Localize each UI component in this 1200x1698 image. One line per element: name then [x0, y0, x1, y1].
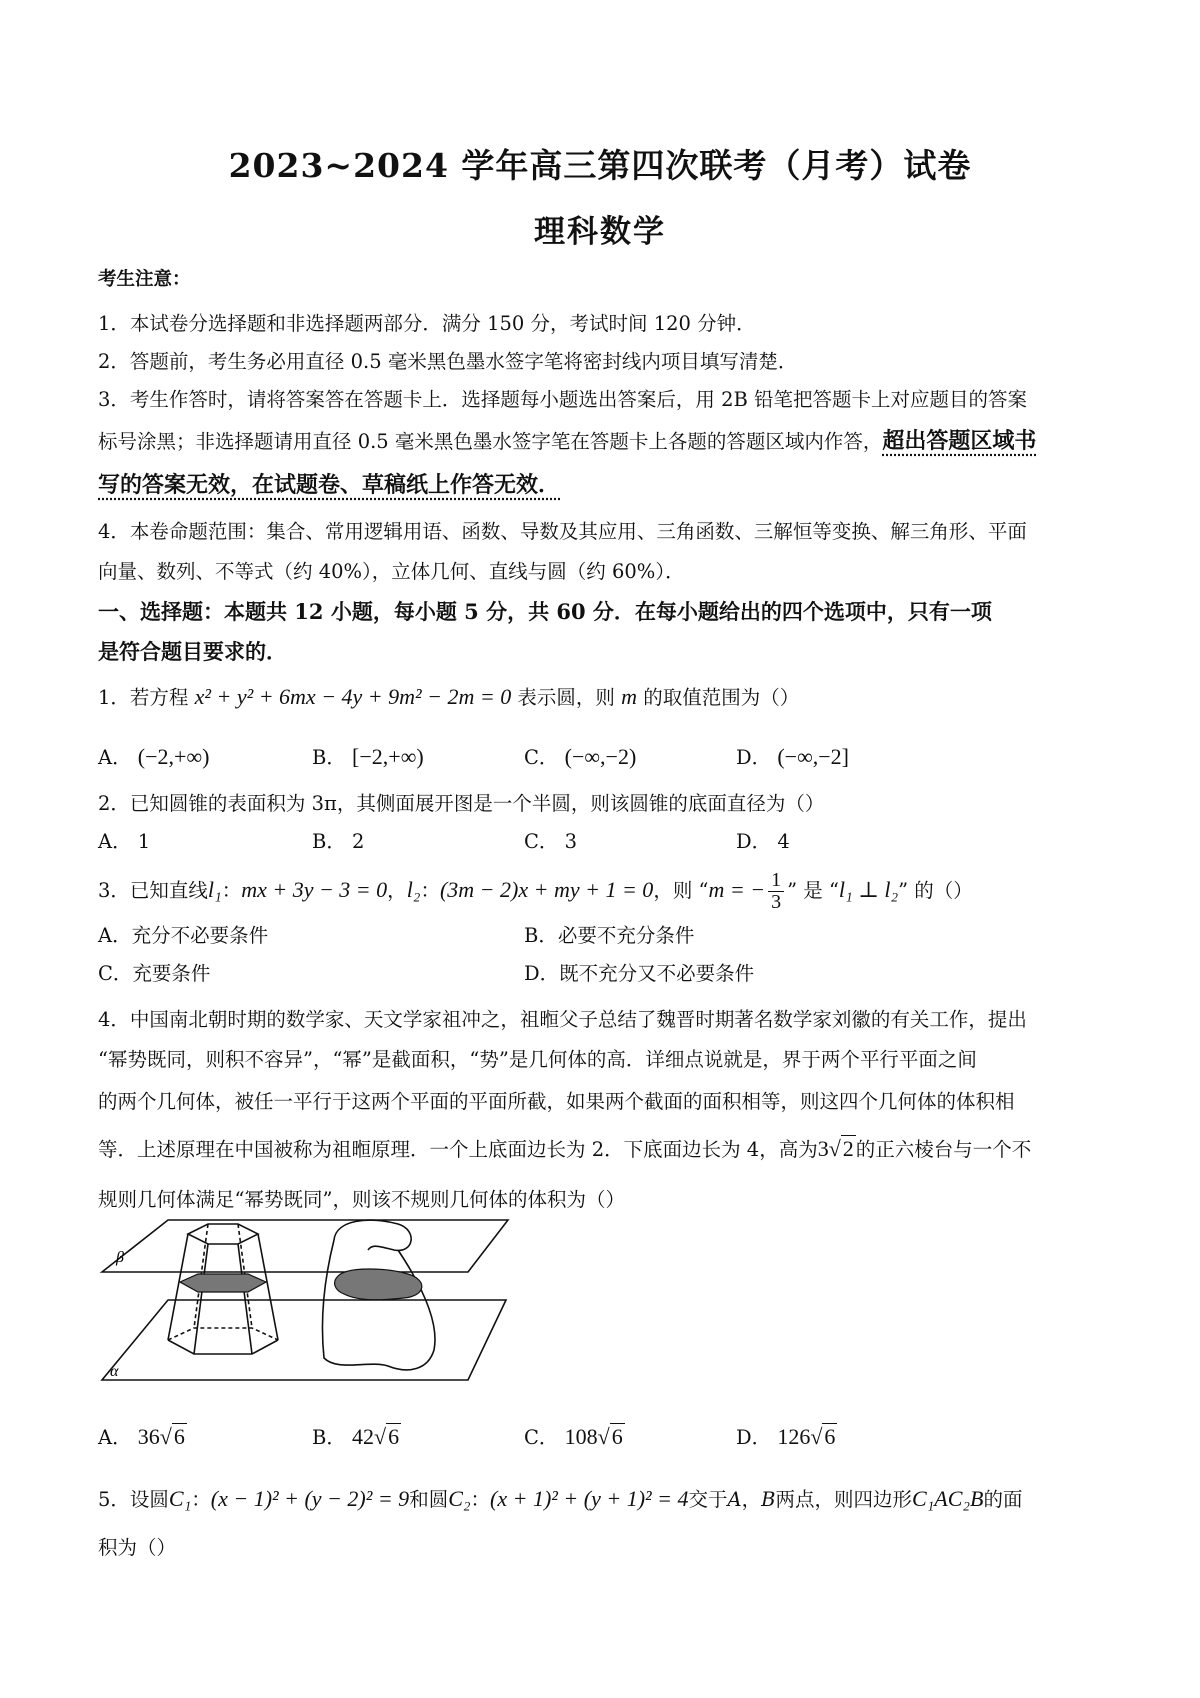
q4-option-a-coef: 36 [137, 1424, 160, 1449]
q5-equation-2: (x + 1)² + (y + 1)² = 4 [490, 1486, 689, 1511]
q3-is: ” 是 “ [787, 879, 839, 902]
q4-line-4-text-2: 的正六棱台与一个不 [855, 1138, 1032, 1161]
q4-option-a [98, 1422, 187, 1450]
q1-option-a-value: (−2,+∞) [137, 744, 210, 769]
q5-comma: ， [741, 1488, 762, 1511]
q5-and: 和圆 [409, 1488, 449, 1511]
section-1-heading-line-1: 一、选择题：本题共 12 小题，每小题 5 分，共 60 分．在每小题给出的四个选项中，只有一项 [98, 599, 992, 624]
q5-quadrilateral: C₁AC₂B [911, 1486, 984, 1511]
notice-item-3-line-1: 3．考生作答时，请将答案答在答题卡上．选择题每小题选出答案后，用 2B 铅笔把答题卡上对应题目的答案 [98, 388, 1028, 411]
q4-line-2: “幂势既同，则积不容异”，“幂”是截面积，“势”是几何体的高．详细点说就是，界于两个平行平面之间 [98, 1048, 977, 1071]
q1-option-b-label: B． [312, 746, 346, 769]
q2-option-c: C． 3 [524, 830, 578, 853]
q4-option-a-value: 36√6 [137, 1424, 185, 1449]
q1-option-d [736, 742, 849, 770]
q1-equation: x² + y² + 6mx − 4y + 9m² − 2m = 0 [194, 684, 512, 709]
q3-end: ” 的（） [898, 879, 973, 902]
plane-alpha-label: α [110, 1363, 119, 1380]
q3-comma: ， [387, 879, 407, 902]
q2-option-b: B． 2 [312, 830, 365, 853]
q4-line-4-text: 等．上述原理在中国被称为祖暅原理．一个上底面边长为 2．下底面边长为 4，高为 [98, 1138, 818, 1161]
q1-option-d-label: D． [736, 746, 772, 769]
q3-option-b: B．必要不充分条件 [524, 924, 695, 947]
q1-option-c [524, 742, 636, 770]
q5-prefix: 5．设圆 [98, 1488, 169, 1511]
q5-colon-2: ： [470, 1488, 491, 1511]
q3-equation-2: (3m − 2)x + my + 1 = 0 [439, 877, 654, 902]
q5-point-b: B [761, 1488, 776, 1511]
q4-option-c-value: 108√6 [564, 1424, 623, 1449]
q4-option-c-radicand: 6 [611, 1424, 623, 1449]
q5-colon-1: ： [191, 1488, 211, 1511]
notice-item-1: 1．本试卷分选择题和非选择题两部分．满分 150 分，考试时间 120 分钟． [98, 312, 756, 335]
q5-quad-text: 两点，则四边形 [775, 1488, 912, 1511]
q4-option-a-label: A． [98, 1426, 132, 1449]
q4-option-c-coef: 108 [564, 1424, 598, 1449]
q3-colon-2: ： [420, 879, 440, 902]
q4-option-b-radicand: 6 [388, 1424, 400, 1449]
q3-l1: l₁ [207, 877, 222, 902]
q4-option-d-label: D． [736, 1426, 772, 1449]
plane-beta-shape [102, 1220, 508, 1272]
q3-option-c: C．充要条件 [98, 962, 211, 985]
notice-item-3-text: 标号涂黑；非选择题请用直径 0.5 毫米黑色墨水签字笔在答题卡上各题的答题区域内作答， [98, 430, 883, 453]
plane-beta-label: β [116, 1249, 124, 1266]
q4-option-c [524, 1422, 625, 1450]
q4-height-coef: 3 [817, 1136, 829, 1161]
q4-option-d-radicand: 6 [824, 1424, 836, 1449]
notice-item-3-emphasis: 超出答题区域书 [882, 428, 1037, 454]
q1-option-d-value: (−∞,−2] [777, 744, 849, 769]
q3-fraction-numerator: 1 [768, 870, 784, 892]
q3-option-a: A．充分不必要条件 [98, 924, 269, 947]
q5-equation-1: (x − 1)² + (y − 2)² = 9 [210, 1486, 410, 1511]
q1-option-c-label: C． [524, 746, 559, 769]
notice-item-3-line-2 [98, 424, 1036, 455]
q5-c1: C₁ [168, 1486, 192, 1511]
frustum-section-shape [180, 1274, 266, 1292]
q3-equation-1: mx + 3y − 3 = 0 [241, 877, 388, 902]
notice-item-4-line-2: 向量、数列、不等式（约 40%），立体几何、直线与圆（约 60%）． [98, 560, 685, 583]
q1-suffix-2: 的取值范围为（） [643, 686, 800, 709]
q3-perpendicular: l₁ ⊥ l₂ [838, 877, 899, 902]
q3-m-equals: m = − [708, 877, 766, 902]
notice-item-3-emphasis-line-2: 写的答案无效，在试题卷、草稿纸上作答无效． [98, 472, 561, 498]
notice-item-2: 2．答题前，考生务必用直径 0.5 毫米黑色墨水签字笔将密封线内项目填写清楚． [98, 350, 798, 373]
q1-option-a [98, 742, 209, 770]
q1-option-b-value: [−2,+∞) [352, 744, 424, 769]
notice-item-4-line-1: 4．本卷命题范围：集合、常用逻辑用语、函数、导数及其应用、三角函数、三解恒等变换、解三角形、平面 [98, 520, 1027, 543]
q4-option-d [736, 1422, 837, 1450]
q3-colon-1: ： [221, 879, 242, 902]
notice-heading: 考生注意： [98, 269, 191, 290]
q3-option-d: D．既不充分又不必要条件 [524, 962, 755, 985]
q1-variable: m [621, 684, 638, 709]
plane-alpha-shape [102, 1300, 506, 1380]
q4-line-5: 规则几何体满足“幂势既同”，则该不规则几何体的体积为（） [98, 1188, 625, 1211]
q4-option-b-coef: 42 [352, 1424, 375, 1449]
q4-option-a-radicand: 6 [173, 1424, 185, 1449]
q3-prefix: 3．已知直线 [98, 879, 208, 902]
q4-height-radicand: 2 [842, 1136, 854, 1161]
exam-subject: 理科数学 [534, 214, 666, 250]
q5-area-text: 的面 [983, 1488, 1023, 1511]
q4-option-d-value: 126√6 [777, 1424, 836, 1449]
q4-option-b [312, 1422, 401, 1450]
q4-option-c-label: C． [524, 1426, 559, 1449]
q1-option-b [312, 742, 424, 770]
question-2: 2．已知圆锥的表面积为 3π，其侧面展开图是一个半圆，则该圆锥的底面直径为（） [98, 792, 825, 815]
q4-height-value: 3√2 [817, 1136, 854, 1161]
q2-option-d: D． 4 [736, 830, 790, 853]
q4-line-1: 4．中国南北朝时期的数学家、天文学家祖冲之，祖暅父子总结了魏晋时期著名数学家刘徽的有关工作，提出 [98, 1008, 1027, 1031]
q1-suffix: 表示圆，则 [517, 686, 615, 709]
q4-option-b-label: B． [312, 1426, 346, 1449]
q5-point-a: A [727, 1488, 742, 1511]
q3-fraction-denominator: 3 [771, 891, 782, 913]
q2-option-a: A． 1 [98, 830, 151, 853]
q3-fraction [768, 870, 784, 913]
q5-line-2: 积为（） [98, 1536, 177, 1559]
q4-line-4 [98, 1134, 1031, 1162]
question-3 [98, 870, 973, 913]
q3-l2: l₂ [406, 877, 421, 902]
question-1 [98, 682, 799, 710]
q5-c2: C₂ [448, 1486, 471, 1511]
q3-then: ，则 “ [653, 879, 709, 902]
q4-figure [98, 1210, 518, 1390]
exam-title: 2023~2024 学年高三第四次联考（月考）试卷 [228, 146, 972, 185]
question-5 [98, 1484, 1023, 1512]
q4-option-b-value: 42√6 [352, 1424, 400, 1449]
irregular-section-shape [335, 1269, 422, 1300]
q1-option-c-value: (−∞,−2) [564, 744, 637, 769]
q4-option-d-coef: 126 [777, 1424, 811, 1449]
q4-line-3: 的两个几何体，被任一平行于这两个平面的平面所截，如果两个截面的面积相等，则这四个几何体的体积相 [98, 1090, 1015, 1113]
q1-prefix: 1．若方程 [98, 686, 189, 709]
q1-option-a-label: A． [98, 746, 132, 769]
section-1-heading-line-2: 是符合题目要求的． [98, 639, 287, 664]
q5-intersect: 交于 [688, 1488, 728, 1511]
